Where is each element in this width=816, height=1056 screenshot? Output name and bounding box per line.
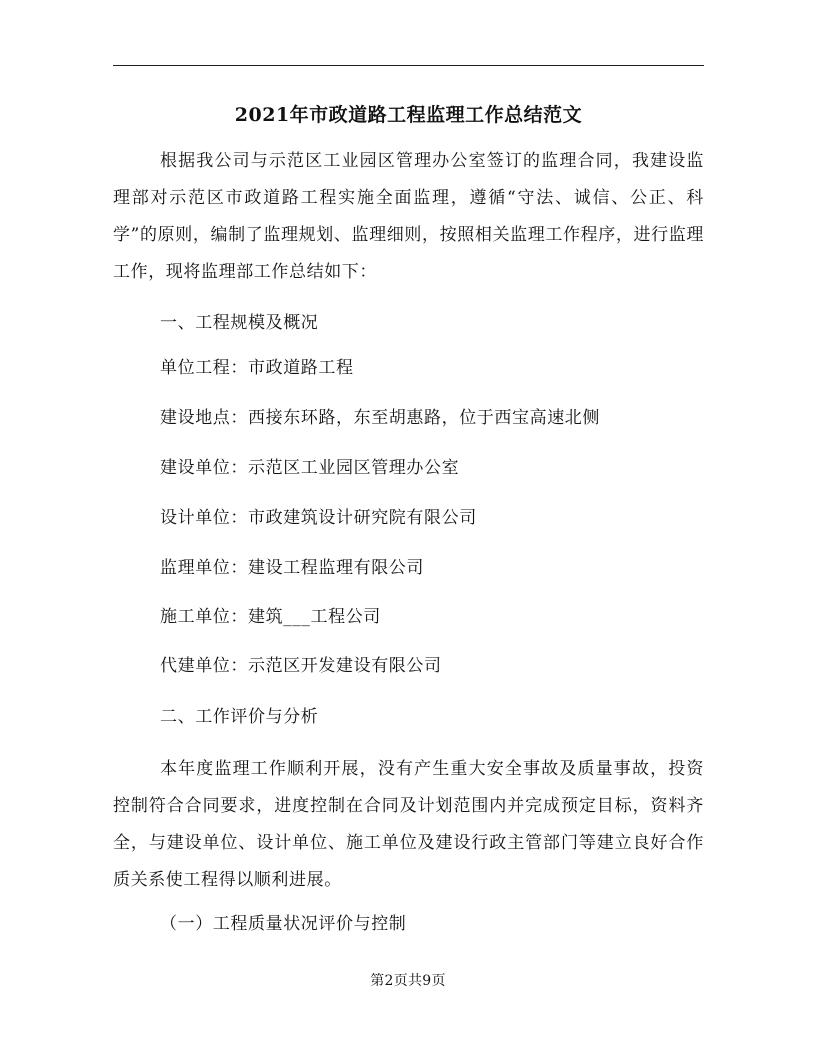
field-contractor: 施工单位：建筑___工程公司 (160, 607, 381, 627)
field-supervisor: 监理单位：建设工程监理有限公司 (160, 558, 424, 578)
field-location: 建设地点：西接东环路，东至胡惠路，位于西宝高速北侧 (160, 408, 600, 428)
page-number: 第2页共9页 (370, 973, 446, 989)
subsection-heading: （一）工程质量状况评价与控制 (160, 914, 407, 934)
field-builder: 建设单位：示范区工业园区管理办公室 (160, 458, 460, 478)
section1-heading: 一、工程规模及概况 (160, 313, 319, 333)
document-title: 2021年市政道路工程监理工作总结范文 (234, 104, 583, 126)
intro-paragraph: 根据我公司与示范区工业园区管理办公室签订的监理合同，我建设监理部对示范区市政道路工程实施全面监理，遵循“守法、诚信、公正、科学”的原则，编制了监理规划、监理细则，按照相关监理工作程序，进行监理工作，现将监理部工作总结如下： (113, 151, 704, 282)
section2-heading: 二、工作评价与分析 (160, 707, 319, 727)
field-designer: 设计单位：市政建筑设计研究院有限公司 (160, 508, 477, 528)
field-agent-builder: 代建单位：示范区开发建设有限公司 (160, 656, 442, 676)
field-unit-project: 单位工程：市政道路工程 (160, 358, 354, 378)
header-rule (113, 65, 704, 66)
section2-paragraph: 本年度监理工作顺利开展，没有产生重大安全事故及质量事故，投资控制符合合同要求，进度控制在合同及计划范围内并完成预定目标，资料齐全，与建设单位、设计单位、施工单位及建设行政主管部门等建立良好合作质关系使工程得以顺利进展。 (113, 759, 704, 890)
